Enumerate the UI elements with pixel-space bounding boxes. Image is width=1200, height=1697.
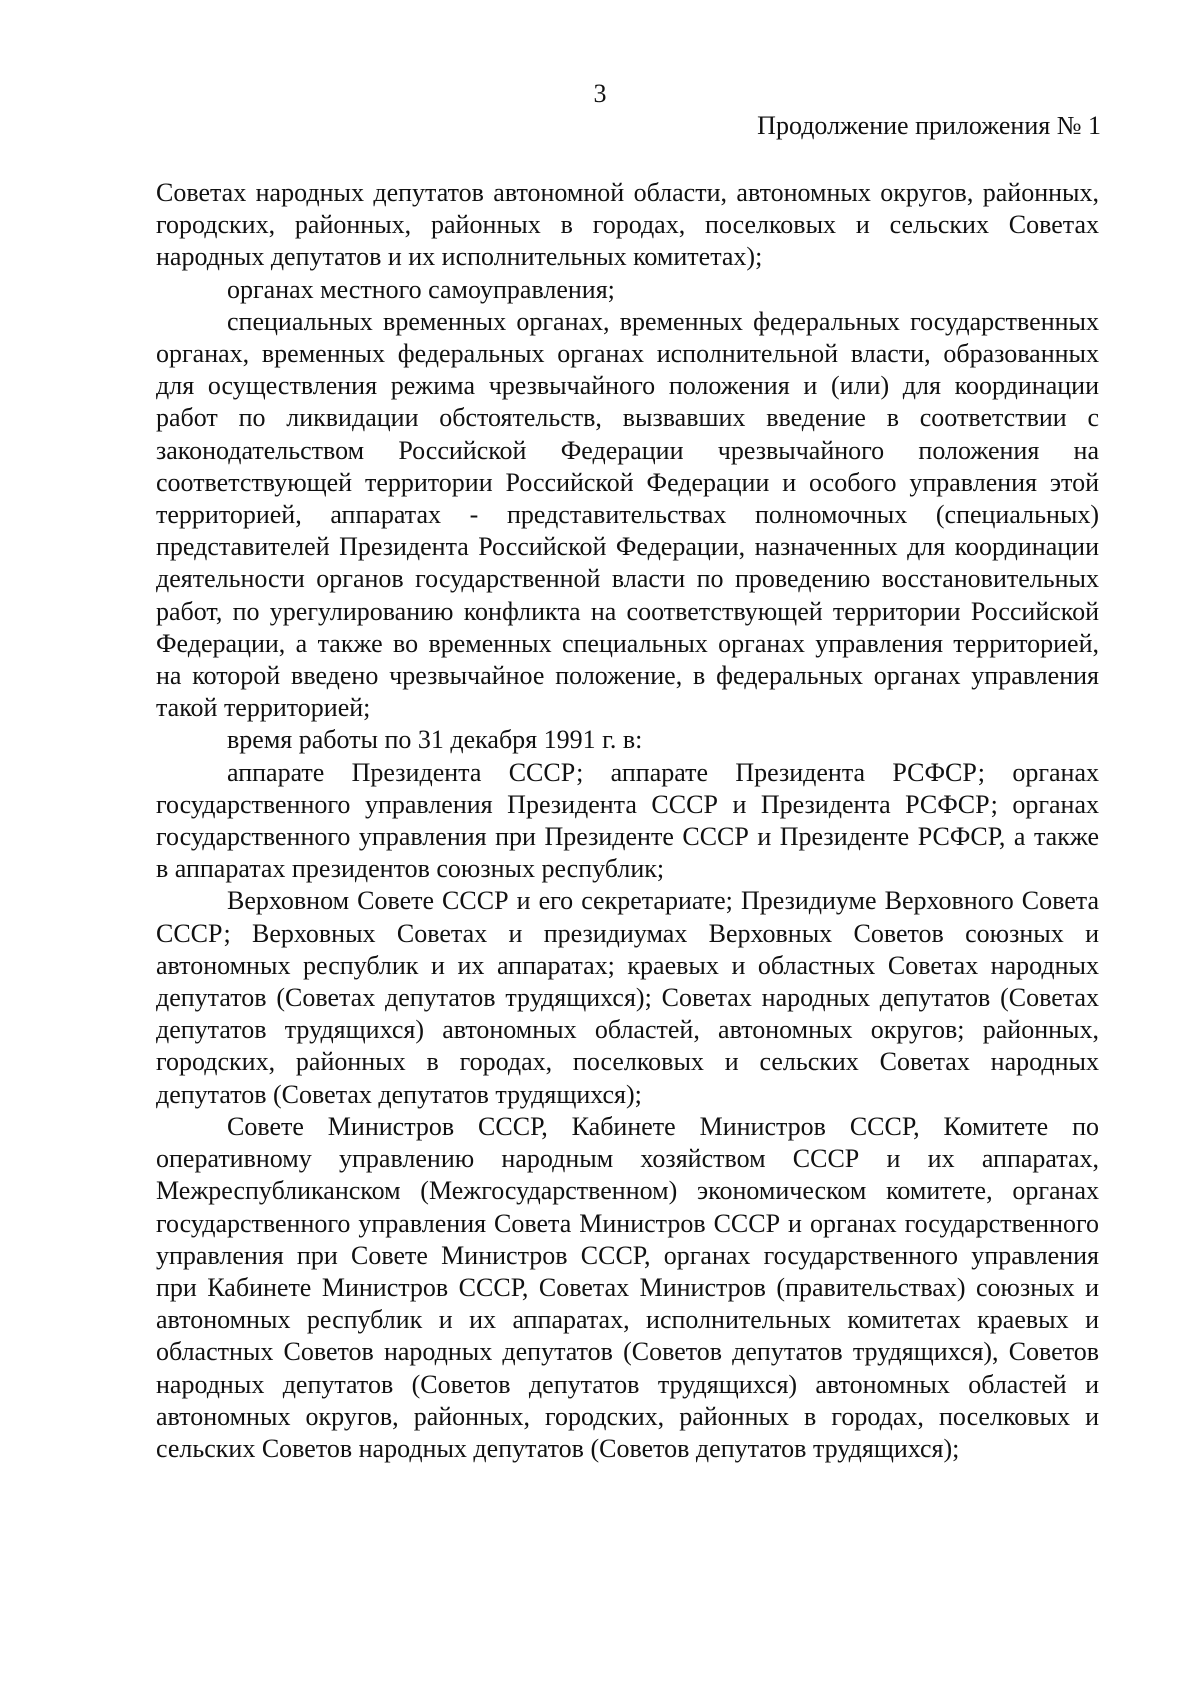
paragraph: специальных временных органах, временных федеральных государственных органах, временных федеральных органах исполнительной власти, образованных для осуществления режима чрезвычайного положения и (или) для координации работ по ликвидации обстоятельств, вызвавших введение в соответствии с законодательством Российской Федерации чрезвычайного положения на соответствующей территории Российской Федерации и особого управления этой территорией, аппаратах - представительствах полномочных (специальных) представителей Президента Российской Федерации, назначенных для координации деятельности органов государственной власти по проведению восстановительных работ, по урегулированию конфликта на соответствующей территории Российской Федерации, а также во временных специальных органах управления территорией, на которой введено чрезвычайное положение, в федеральных органах управления такой территорией; bbox=[156, 306, 1099, 723]
document-body bbox=[156, 177, 1099, 1465]
paragraph: органах местного самоуправления; bbox=[227, 274, 615, 304]
paragraph: аппарате Президента СССР; аппарате Президента РСФСР; органах государственного управления Президента СССР и Президента РСФСР; органах государственного управления при Президенте СССР и Президенте РСФСР, а также в аппаратах президентов союзных республик; bbox=[156, 757, 1099, 884]
paragraph: Советах народных депутатов автономной области, автономных округов, районных, городских, районных, районных в городах, поселковых и сельских Советах народных депутатов и их исполнительных комитетах); bbox=[156, 178, 1099, 272]
page-number: 3 bbox=[593, 79, 607, 108]
appendix-continuation-header: Продолжение приложения № 1 bbox=[757, 111, 1101, 140]
paragraph: время работы по 31 декабря 1991 г. в: bbox=[227, 725, 643, 755]
paragraph: Верховном Совете СССР и его секретариате; Президиуме Верховного Совета СССР; Верховных Советах и президиумах Верховных Советов союзных и автономных республик и их аппаратах; краевых и областных Советах народных депутатов (Советах депутатов трудящихся); Советах народных депутатов (Советах депутатов трудящихся) автономных областей, автономных округов; районных, городских, районных в городах, поселковых и сельских Советах народных депутатов (Советах депутатов трудящихся); bbox=[156, 886, 1099, 1109]
paragraph: Совете Министров СССР, Кабинете Министров СССР, Комитете по оперативному управлению народным хозяйством СССР и их аппаратах, Межреспубликанском (Межгосударственном) экономическом комитете, органах государственного управления Совета Министров СССР и органах государственного управления при Совете Министров СССР, органах государственного управления при Кабинете Министров СССР, Советах Министров (правительствах) союзных и автономных республик и их аппаратах, исполнительных комитетах краевых и областных Советов народных депутатов (Советов депутатов трудящихся), Советов народных депутатов (Советов депутатов трудящихся) автономных областей и автономных округов, районных, городских, районных в городах, поселковых и сельских Советов народных депутатов (Советов депутатов трудящихся); bbox=[156, 1111, 1099, 1463]
